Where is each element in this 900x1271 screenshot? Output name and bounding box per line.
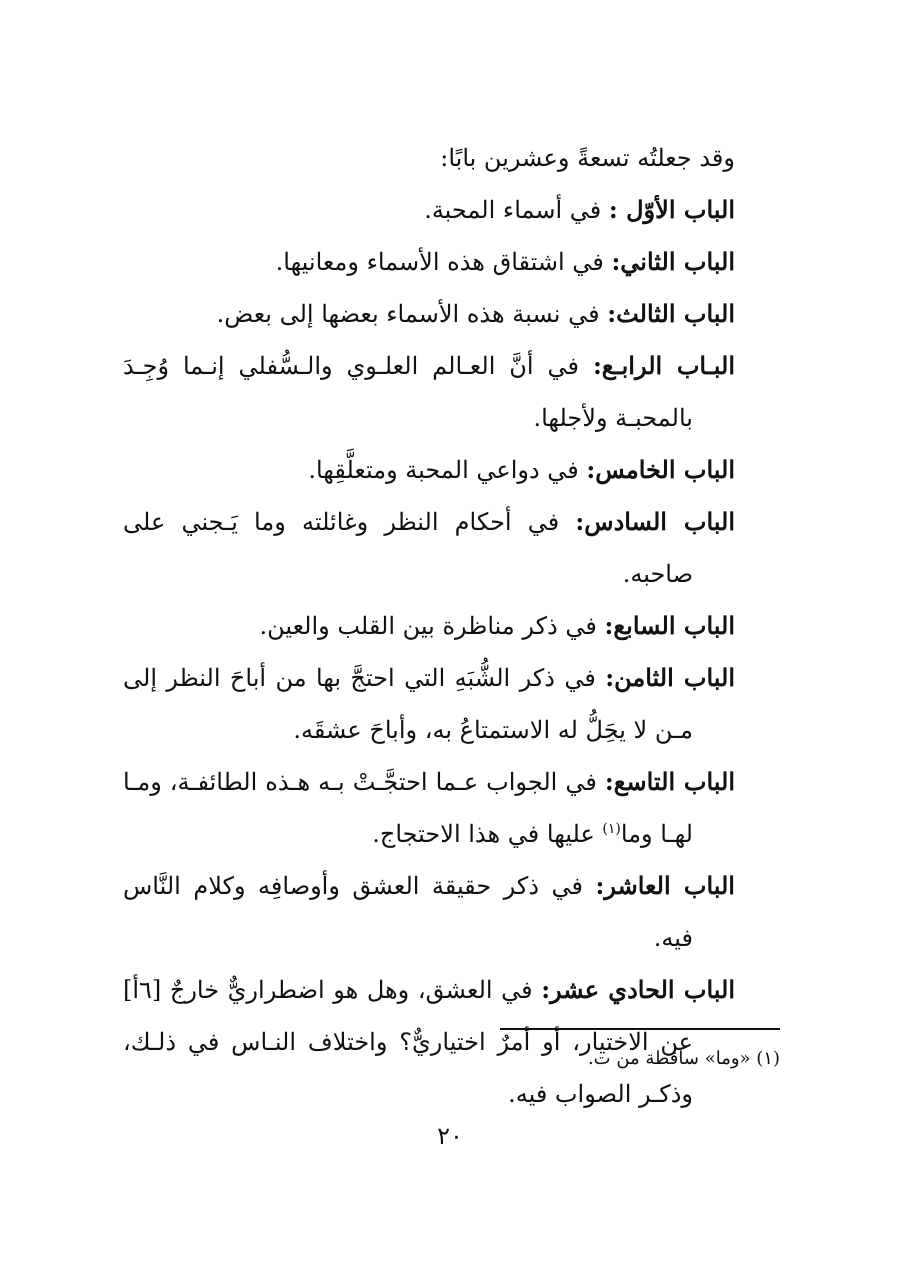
chapter-label: الباب السادس: xyxy=(575,507,735,536)
chapter-label: الباب الثامن: xyxy=(605,663,735,692)
chapter-entry-6 xyxy=(123,496,735,600)
chapter-entry-5 xyxy=(123,444,735,496)
chapter-entry-9 xyxy=(123,756,735,860)
chapter-entry-10 xyxy=(123,860,735,964)
chapter-entry-8 xyxy=(123,652,735,756)
chapter-entry-2 xyxy=(123,236,735,288)
chapter-text: في ذكر الشُّبَهِ التي احتجَّ بها من أباحَ النظر إلى مـن لا يحَِلُّ له الاستمتاعُ به، وأباحَ عشقَه. xyxy=(123,664,693,744)
chapter-entry-1 xyxy=(123,184,735,236)
chapter-text: في أنَّ العـالم العلـوي والـسُّفلي إنـما وُجِـدَ بالمحبـة ولأجلها. xyxy=(123,352,693,432)
chapter-label: الباب العاشر: xyxy=(595,871,735,900)
chapter-text: في العشق، وهل هو اضطراريٌّ خارجٌ [٦أ] عن الاختيار، أو أمرٌ اختياريٌّ؟ واختلاف النـاس في ذلـك، وذكـر الصواب فيه. xyxy=(123,976,693,1108)
main-text xyxy=(123,132,735,1120)
chapter-text: في ذكر حقيقة العشق وأوصافِه وكلام النَّاس فيه. xyxy=(123,872,693,952)
chapter-label: الباب الثالث: xyxy=(607,299,735,328)
chapter-text: في أحكام النظر وغائلته وما يَـجني على صاحبه. xyxy=(123,508,693,588)
footnote-separator xyxy=(500,1028,780,1030)
chapter-label: الباب السابع: xyxy=(604,611,735,640)
chapter-text: في اشتقاق هذه الأسماء ومعانيها. xyxy=(275,248,604,276)
chapter-label: البـاب الرابـع: xyxy=(592,351,735,380)
chapter-text-after-note: عليها في هذا الاحتجاج. xyxy=(372,820,595,848)
chapter-text: في دواعي المحبة ومتعلَّقِها. xyxy=(308,456,579,484)
chapter-label: الباب الخامس: xyxy=(586,455,735,484)
page-number: ٢٠ xyxy=(437,1122,463,1150)
chapter-entry-11 xyxy=(123,964,735,1120)
chapter-entry-7 xyxy=(123,600,735,652)
intro-line: وقد جعلتُه تسعةً وعشرين بابًا: xyxy=(440,144,735,172)
chapter-text-before-note: في الجواب عـما احتجَّـتْ بـه هـذه الطائفـة، ومـا لهـا وما xyxy=(123,768,693,848)
chapter-text: في أسماء المحبة. xyxy=(424,196,602,224)
chapter-text: في نسبة هذه الأسماء بعضها إلى بعض. xyxy=(216,300,600,328)
footnote: (١) «وما» ساقطة من ت. xyxy=(587,1048,780,1069)
chapter-label: الباب الثاني: xyxy=(611,247,735,276)
footnote-marker: (١) xyxy=(602,821,621,837)
chapter-entry-4 xyxy=(123,340,735,444)
chapter-label: الباب الحادي عشر: xyxy=(541,975,735,1004)
chapter-entry-3 xyxy=(123,288,735,340)
chapter-label: الباب التاسع: xyxy=(604,767,735,796)
chapter-text: في ذكر مناظرة بين القلب والعين. xyxy=(259,612,597,640)
chapter-label: الباب الأوّل : xyxy=(608,195,735,224)
